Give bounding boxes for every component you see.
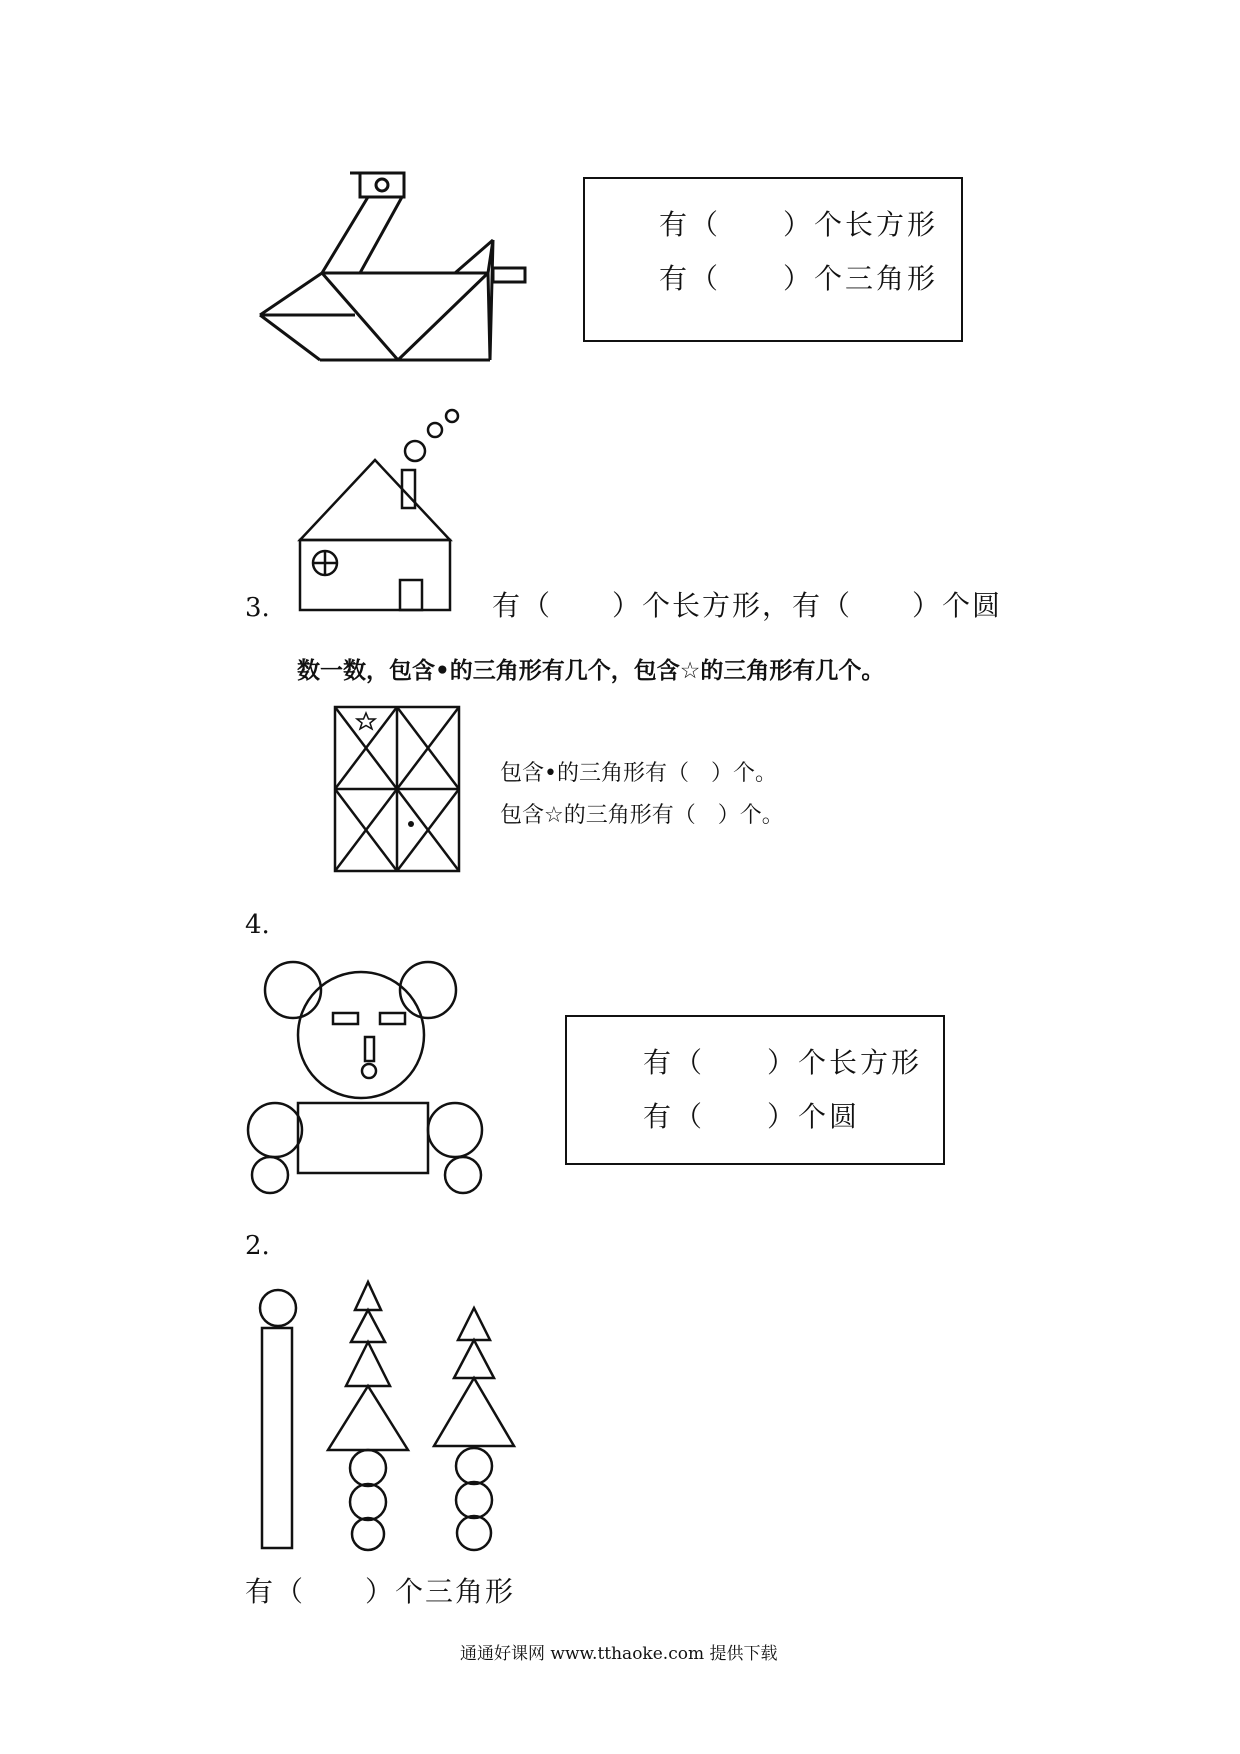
grid-dot-marker: [408, 821, 414, 827]
question-number-2: 2.: [245, 1231, 270, 1261]
bear-paw-right-top: [428, 1103, 482, 1157]
bear-figure: [245, 955, 505, 1200]
bear-eye-right: [380, 1013, 405, 1024]
trees-figure: [250, 1278, 530, 1553]
rocket-answer-box: [583, 177, 963, 342]
tree1-triangle-4: [328, 1386, 408, 1450]
rocket-head-circle: [376, 179, 388, 191]
bear-ear-right: [400, 962, 456, 1018]
tree1-circle-1: [350, 1450, 386, 1486]
tree1-triangle-2: [351, 1310, 385, 1342]
grid-dot-count: 包含•的三角形有（ ）个。: [500, 761, 777, 786]
bear-circle-count: 有（ ）个圆: [643, 1100, 861, 1133]
smoke-circle-small: [446, 410, 458, 422]
bear-body: [298, 1103, 428, 1173]
smoke-circle-large: [405, 441, 425, 461]
bear-paw-left-bottom: [252, 1157, 288, 1193]
rocket-tail: [488, 240, 493, 360]
house-door: [400, 580, 422, 610]
bear-eye-left: [333, 1013, 358, 1024]
tree1-triangle-3: [346, 1342, 390, 1386]
house-roof: [300, 460, 450, 540]
trees-question: 有（ ）个三角形: [245, 1575, 516, 1608]
tree2-triangle-1: [458, 1308, 490, 1340]
bear-paw-left-top: [248, 1103, 302, 1157]
smoke-circle-medium: [428, 423, 442, 437]
rocket-head: [360, 173, 404, 197]
rocket-figure: [250, 165, 540, 375]
tree2-triangle-3: [434, 1378, 514, 1446]
grid-figure: [333, 705, 463, 875]
house-question: 有（ ）个长方形，有（ ）个圆: [492, 589, 1003, 622]
tree2-triangle-2: [454, 1340, 494, 1378]
pole-rect: [262, 1328, 292, 1548]
tree2-circle-2: [456, 1482, 492, 1518]
rocket-nozzle: [493, 268, 525, 282]
bear-answer-box: [565, 1015, 945, 1165]
question-number-3: 3.: [245, 593, 270, 623]
bear-mouth: [362, 1064, 376, 1078]
house-figure: [295, 400, 495, 615]
tree2-circle-1: [456, 1448, 492, 1484]
pole-circle: [260, 1290, 296, 1326]
grid-star-marker: [357, 713, 375, 729]
footer-text: 通通好课网 www.tthaoke.com 提供下载: [460, 1644, 778, 1664]
rocket-neck: [322, 197, 402, 273]
bear-paw-right-bottom: [445, 1157, 481, 1193]
tree1-circle-3: [352, 1518, 384, 1550]
grid-star-count: 包含☆的三角形有（ ）个。: [500, 803, 784, 828]
tree1-circle-2: [350, 1484, 386, 1520]
rocket-rect-count: 有（ ）个长方形: [659, 208, 939, 241]
tree1-triangle-1: [355, 1282, 381, 1310]
tree2-circle-3: [457, 1516, 491, 1550]
bear-rect-count: 有（ ）个长方形: [643, 1046, 923, 1079]
question-number-4: 4.: [245, 910, 270, 940]
rocket-triangle-count: 有（ ）个三角形: [659, 262, 939, 295]
bear-nose: [365, 1037, 374, 1061]
bear-ear-left: [265, 962, 321, 1018]
grid-instruction: 数一数，包含•的三角形有几个，包含☆的三角形有几个。: [297, 658, 885, 684]
bear-head: [298, 972, 424, 1098]
